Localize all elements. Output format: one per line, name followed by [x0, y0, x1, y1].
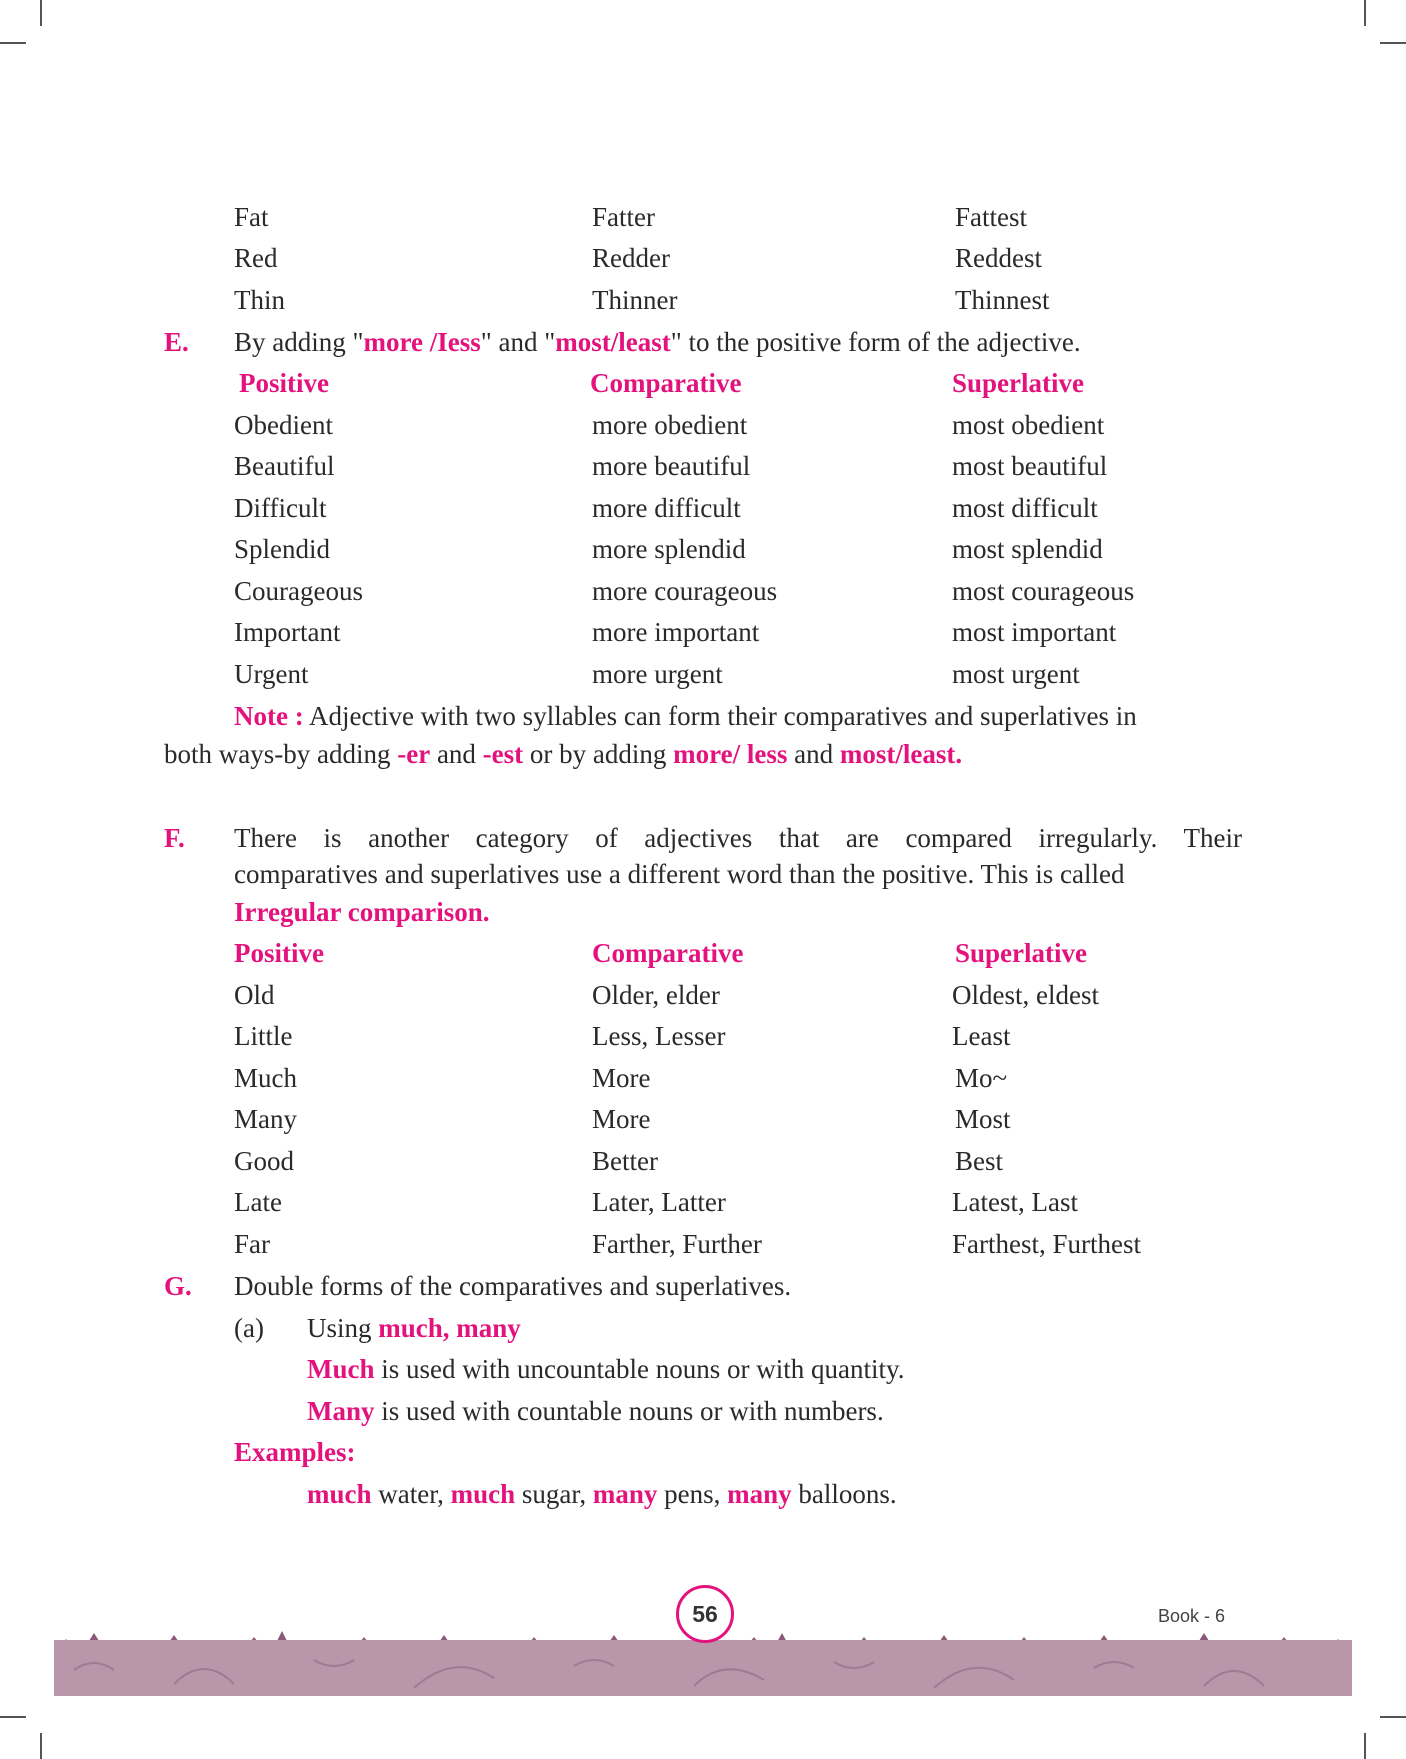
- table-row: [0, 1016, 1406, 1056]
- crop-mark: [0, 42, 26, 44]
- table-row: [0, 1224, 1406, 1264]
- table-row: [0, 280, 1406, 320]
- cell-superlative: most important: [952, 617, 1117, 647]
- header-comparative: Comparative: [592, 938, 744, 968]
- crop-mark: [1380, 42, 1406, 44]
- cell-comparative: Thinner: [592, 285, 678, 315]
- cell-comparative: more courageous: [592, 576, 778, 606]
- table-row: [0, 1182, 1406, 1222]
- section-letter: E.: [164, 327, 189, 357]
- cell-positive: Thin: [234, 285, 285, 315]
- note-line-1: Note : Adjective with two syllables can form their comparatives and superlatives in: [234, 701, 1137, 731]
- table-row: [0, 1058, 1406, 1098]
- cell-superlative: most courageous: [952, 576, 1135, 606]
- section-intro-line-1: There is another category of adjectives that are compared irregularly. Their: [234, 823, 1242, 853]
- cell-comparative: More: [592, 1104, 651, 1134]
- much-rule: Much is used with uncountable nouns or with quantity.: [307, 1354, 905, 1384]
- cell-superlative: Latest, Last: [952, 1187, 1078, 1217]
- cell-positive: Late: [234, 1187, 282, 1217]
- cell-comparative: more important: [592, 617, 760, 647]
- cell-positive: Many: [234, 1104, 297, 1134]
- cell-positive: Splendid: [234, 534, 331, 564]
- table-header: [0, 933, 1406, 973]
- section-letter: F.: [164, 823, 185, 853]
- crop-mark: [0, 1716, 26, 1718]
- crop-mark: [1380, 1716, 1406, 1718]
- table-row: [0, 488, 1406, 528]
- cell-positive: Difficult: [234, 493, 327, 523]
- cell-positive: Far: [234, 1229, 270, 1259]
- cell-positive: Important: [234, 617, 341, 647]
- cell-positive: Old: [234, 980, 275, 1010]
- cell-comparative: Older, elder: [592, 980, 720, 1010]
- section-letter: G.: [164, 1271, 192, 1301]
- cell-superlative: Thinnest: [955, 285, 1050, 315]
- cell-comparative: more urgent: [592, 659, 723, 689]
- cell-superlative: Most: [955, 1104, 1011, 1134]
- cell-superlative: most splendid: [952, 534, 1103, 564]
- footer-swirls-decoration: [54, 1640, 1352, 1696]
- table-row: [0, 975, 1406, 1015]
- cell-comparative: Farther, Further: [592, 1229, 762, 1259]
- many-rule: Many is used with countable nouns or with numbers.: [307, 1396, 884, 1426]
- crop-mark: [40, 0, 42, 26]
- section-intro: By adding "more /Iess" and "most/least" to the positive form of the adjective.: [234, 327, 1081, 357]
- cell-comparative: Less, Lesser: [592, 1021, 726, 1051]
- cell-positive: Urgent: [234, 659, 309, 689]
- table-row: [0, 197, 1406, 237]
- cell-positive: Courageous: [234, 576, 363, 606]
- cell-positive: Little: [234, 1021, 293, 1051]
- cell-comparative: Better: [592, 1146, 658, 1176]
- cell-comparative: more difficult: [592, 493, 741, 523]
- cell-superlative: most difficult: [952, 493, 1098, 523]
- cell-comparative: Later, Latter: [592, 1187, 726, 1217]
- header-superlative: Superlative: [952, 368, 1084, 398]
- header-positive: Positive: [234, 938, 324, 968]
- cell-superlative: Fattest: [955, 202, 1027, 232]
- section-intro-line-3: Irregular comparison.: [234, 897, 490, 927]
- book-label: Book - 6: [1158, 1606, 1226, 1626]
- section-intro: Double forms of the comparatives and superlatives.: [234, 1271, 792, 1301]
- table-row: [0, 1099, 1406, 1139]
- examples-line: much water, much sugar, many pens, many balloons.: [307, 1479, 897, 1509]
- note-line-2: both ways-by adding -er and -est or by adding more/ less and most/least.: [164, 739, 963, 769]
- cell-superlative: Best: [955, 1146, 1004, 1176]
- cell-positive: Fat: [234, 202, 269, 232]
- cell-positive: Much: [234, 1063, 297, 1093]
- table-row: [0, 1141, 1406, 1181]
- crop-mark: [1364, 0, 1366, 26]
- cell-positive: Red: [234, 243, 278, 273]
- cell-superlative: Oldest, eldest: [952, 980, 1099, 1010]
- table-row: [0, 446, 1406, 486]
- cell-superlative: most beautiful: [952, 451, 1108, 481]
- cell-comparative: Redder: [592, 243, 670, 273]
- cell-positive: Obedient: [234, 410, 333, 440]
- sub-label: (a): [234, 1313, 264, 1343]
- table-row: [0, 529, 1406, 569]
- cell-superlative: most urgent: [952, 659, 1080, 689]
- table-row: [0, 571, 1406, 611]
- cell-positive: Good: [234, 1146, 294, 1176]
- cell-comparative: more splendid: [592, 534, 746, 564]
- cell-superlative: most obedient: [952, 410, 1105, 440]
- crop-mark: [40, 1733, 42, 1759]
- cell-comparative: More: [592, 1063, 651, 1093]
- examples-label: Examples:: [234, 1437, 356, 1467]
- table-row: [0, 612, 1406, 652]
- cell-positive: Beautiful: [234, 451, 335, 481]
- cell-superlative: Farthest, Furthest: [952, 1229, 1141, 1259]
- page-number: 56: [676, 1585, 734, 1643]
- header-comparative: Comparative: [590, 368, 742, 398]
- header-superlative: Superlative: [955, 938, 1087, 968]
- cell-comparative: more beautiful: [592, 451, 751, 481]
- table-row: [0, 405, 1406, 445]
- cell-superlative: Reddest: [955, 243, 1042, 273]
- table-row: [0, 654, 1406, 694]
- cell-comparative: Fatter: [592, 202, 655, 232]
- cell-superlative: Least: [952, 1021, 1011, 1051]
- table-row: [0, 238, 1406, 278]
- cell-superlative: Mo~: [955, 1063, 1008, 1093]
- cell-comparative: more obedient: [592, 410, 748, 440]
- crop-mark: [1364, 1733, 1366, 1759]
- table-header: [0, 363, 1406, 403]
- sub-heading: Using much, many: [307, 1313, 521, 1343]
- section-intro-line-2: comparatives and superlatives use a different word than the positive. This is called: [234, 859, 1125, 889]
- header-positive: Positive: [239, 368, 329, 398]
